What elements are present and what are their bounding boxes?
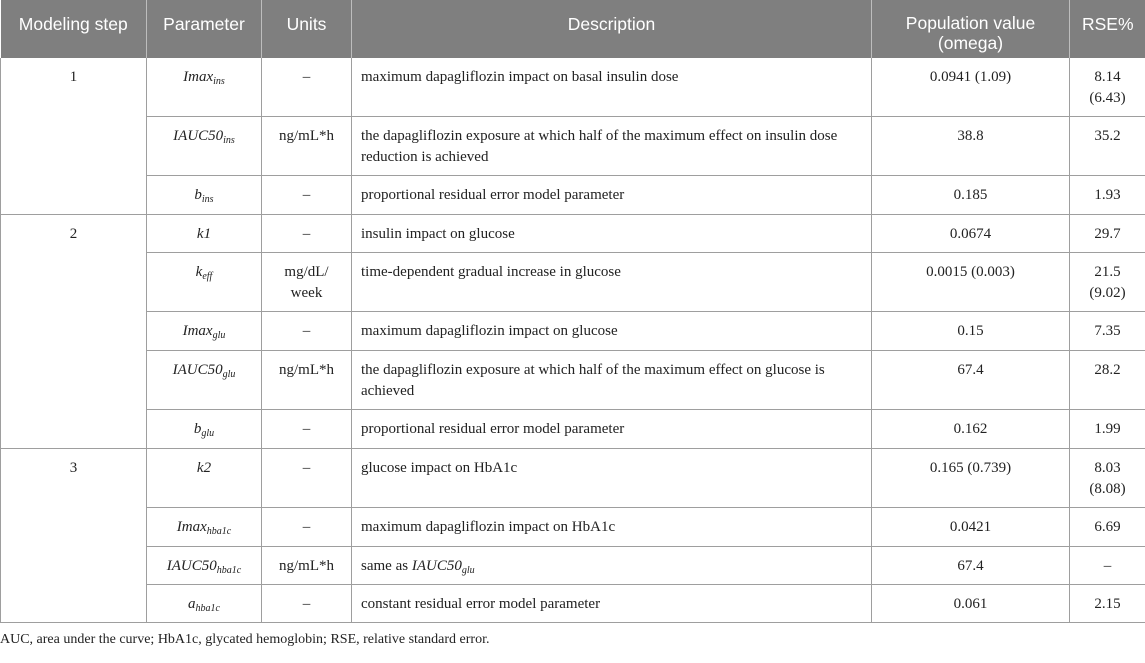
value-cell: 0.162	[872, 409, 1070, 448]
value-cell: 67.4	[872, 546, 1070, 584]
step-cell: 3	[1, 448, 147, 622]
rse-cell: 6.69	[1070, 507, 1145, 546]
rse-cell: 29.7	[1070, 214, 1145, 252]
header-parameter: Parameter	[147, 0, 262, 58]
header-population-value-line1: Population value	[905, 13, 1036, 33]
header-description: Description	[352, 0, 872, 58]
description-cell: time-dependent gradual increase in glucose	[352, 252, 872, 311]
table-row	[1, 116, 1145, 175]
table-row	[1, 409, 1145, 448]
table-row	[1, 350, 1145, 409]
rse-cell: –	[1070, 546, 1145, 584]
units-cell: mg/dL/ week	[262, 252, 352, 311]
parameter-cell: k2	[147, 448, 262, 507]
description-cell: maximum dapagliflozin impact on HbA1c	[352, 507, 872, 546]
units-cell: –	[262, 175, 352, 214]
table-row	[1, 584, 1145, 622]
table-row	[1, 252, 1145, 311]
rse-cell: 8.14 (6.43)	[1070, 58, 1145, 116]
units-cell: –	[262, 214, 352, 252]
table-row	[1, 58, 1145, 116]
header-row	[1, 0, 1145, 58]
description-cell: glucose impact on HbA1c	[352, 448, 872, 507]
parameter-cell: Imax$_{ins}$	[147, 58, 262, 116]
parameter-cell: Imax$_{glu}$	[147, 311, 262, 350]
header-population-value	[872, 0, 1070, 58]
rse-cell: 35.2	[1070, 116, 1145, 175]
parameter-cell: $k_{eff}$	[147, 252, 262, 311]
step-cell: 1	[1, 58, 147, 214]
value-cell: 0.185	[872, 175, 1070, 214]
table-row	[1, 546, 1145, 584]
description-cell: proportional residual error model parameter	[352, 409, 872, 448]
description-cell: same as $IAUC50_{glu}$	[352, 546, 872, 584]
table-row	[1, 214, 1145, 252]
value-cell: 38.8	[872, 116, 1070, 175]
rse-cell: 2.15	[1070, 584, 1145, 622]
description-cell: proportional residual error model parameter	[352, 175, 872, 214]
value-cell: 0.15	[872, 311, 1070, 350]
units-cell: –	[262, 409, 352, 448]
header-modeling-step: Modeling step	[1, 0, 147, 58]
value-cell: 0.0941 (1.09)	[872, 58, 1070, 116]
header-population-value-line2: (omega)	[937, 33, 1004, 53]
parameter-cell: $b_{glu}$	[147, 409, 262, 448]
description-cell: insulin impact on glucose	[352, 214, 872, 252]
units-cell: –	[262, 584, 352, 622]
rse-cell: 1.99	[1070, 409, 1145, 448]
value-cell: 0.165 (0.739)	[872, 448, 1070, 507]
value-cell: 0.0421	[872, 507, 1070, 546]
units-cell: –	[262, 58, 352, 116]
description-cell: constant residual error model parameter	[352, 584, 872, 622]
units-cell: ng/mL*h	[262, 350, 352, 409]
parameter-cell: $b_{ins}$	[147, 175, 262, 214]
units-cell: –	[262, 448, 352, 507]
units-cell: –	[262, 507, 352, 546]
rse-cell: 7.35	[1070, 311, 1145, 350]
parameter-cell: k1	[147, 214, 262, 252]
table-footnote: AUC, area under the curve; HbA1c, glycated hemoglobin; RSE, relative standard error.	[0, 631, 490, 647]
parameter-cell: Imax$_{hba1c}$	[147, 507, 262, 546]
rse-cell: 1.93	[1070, 175, 1145, 214]
units-cell: ng/mL*h	[262, 546, 352, 584]
value-cell: 0.0674	[872, 214, 1070, 252]
parameter-cell: $IAUC50_{glu}$	[147, 350, 262, 409]
units-cell: –	[262, 311, 352, 350]
value-cell: 0.061	[872, 584, 1070, 622]
table-row	[1, 448, 1145, 507]
rse-cell: 28.2	[1070, 350, 1145, 409]
rse-cell: 21.5 (9.02)	[1070, 252, 1145, 311]
description-cell: the dapagliflozin exposure at which half of the maximum effect on glucose is achieved	[352, 350, 872, 409]
description-cell: maximum dapagliflozin impact on basal insulin dose	[352, 58, 872, 116]
step-cell: 2	[1, 214, 147, 448]
value-cell: 67.4	[872, 350, 1070, 409]
units-cell: ng/mL*h	[262, 116, 352, 175]
table-row	[1, 507, 1145, 546]
table-row	[1, 175, 1145, 214]
description-cell: maximum dapagliflozin impact on glucose	[352, 311, 872, 350]
rse-cell: 8.03 (8.08)	[1070, 448, 1145, 507]
header-rse: RSE%	[1070, 0, 1145, 58]
parameter-cell: $IAUC50_{hba1c}$	[147, 546, 262, 584]
parameter-cell: $a_{hba1c}$	[147, 584, 262, 622]
description-cell: the dapagliflozin exposure at which half of the maximum effect on insulin dose reduction is achieved	[352, 116, 872, 175]
table-row	[1, 311, 1145, 350]
value-cell: 0.0015 (0.003)	[872, 252, 1070, 311]
parameter-cell: $IAUC50_{ins}$	[147, 116, 262, 175]
header-units: Units	[262, 0, 352, 58]
